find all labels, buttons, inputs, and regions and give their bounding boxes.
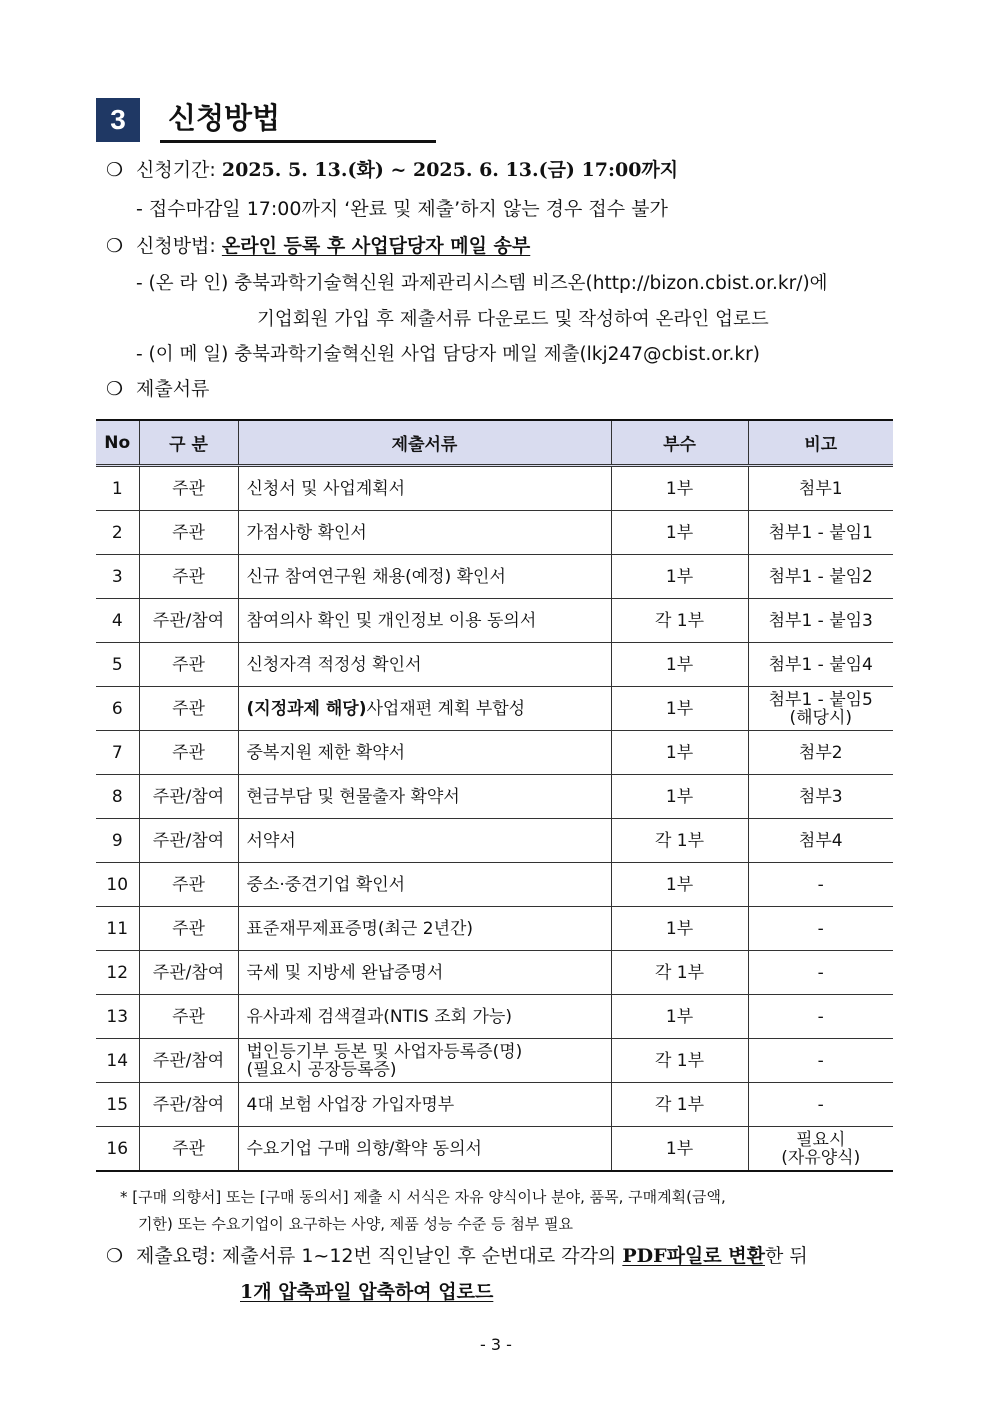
cell-count <box>611 687 748 731</box>
bullet-circle-icon: ❍ <box>106 159 124 181</box>
cell-note <box>748 995 893 1039</box>
table-row <box>96 466 893 511</box>
method-label: 신청방법: <box>136 235 216 257</box>
row-count: 1부 <box>665 874 694 895</box>
row-document: 4대 보험 사업장 가입자명부 <box>246 1094 455 1115</box>
email-line: - (이 메 일) 충북과학기술혁신원 사업 담당자 메일 제출(lkj247@cbist.or.kr) <box>136 344 760 365</box>
table-row <box>96 687 893 731</box>
cell-document <box>238 907 611 951</box>
bullet-circle-icon: ❍ <box>106 378 124 400</box>
cell-count <box>611 995 748 1039</box>
cell-note <box>748 907 893 951</box>
submission-text: 제출서류 1~12번 직인날인 후 순번대로 각각의 <box>221 1245 617 1267</box>
cell-no <box>96 1127 139 1172</box>
table-row <box>96 599 893 643</box>
row-document: 법인등기부 등본 및 사업자등록증(명) <box>246 1041 523 1062</box>
row-type: 주관 <box>172 478 205 499</box>
row-document: 중복지원 제한 확약서 <box>246 742 406 763</box>
row-type: 주관 <box>172 1138 205 1159</box>
online-line-1: - (온 라 인) 충북과학기술혁신원 과제관리시스템 비즈온(http://bizon.cbist.or.kr/)에 <box>136 273 828 294</box>
cell-type <box>139 1127 238 1172</box>
table-row <box>96 643 893 687</box>
header-no: No <box>96 420 139 466</box>
section-underline <box>160 140 436 143</box>
row-count: 각 1부 <box>654 610 705 631</box>
row-count: 1부 <box>665 1138 694 1159</box>
row-count: 1부 <box>665 566 694 587</box>
cell-no <box>96 1039 139 1083</box>
header-note: 비고 <box>748 420 893 466</box>
cell-count <box>611 819 748 863</box>
row-number: 10 <box>106 874 129 895</box>
table-row <box>96 775 893 819</box>
cell-note <box>748 599 893 643</box>
row-count: 각 1부 <box>654 1094 705 1115</box>
cell-no <box>96 466 139 511</box>
cell-type <box>139 466 238 511</box>
cell-count <box>611 907 748 951</box>
cell-document <box>238 466 611 511</box>
cell-note <box>748 511 893 555</box>
table-row <box>96 995 893 1039</box>
row-note: 필요시 <box>796 1129 846 1150</box>
online-line-2: 기업회원 가입 후 제출서류 다운로드 및 작성하여 온라인 업로드 <box>257 309 769 330</box>
period-line <box>106 157 678 183</box>
row-document-sub: (필요시 공장등록증) <box>246 1059 397 1080</box>
bullet-circle-icon: ❍ <box>106 1245 124 1267</box>
row-number: 2 <box>111 522 123 543</box>
table-header-row <box>96 420 893 466</box>
row-type: 주관/참여 <box>152 786 225 807</box>
row-note: - <box>817 1006 824 1027</box>
table-row <box>96 731 893 775</box>
page-number: - 3 - <box>480 1335 512 1354</box>
row-type: 주관 <box>172 566 205 587</box>
row-document: 중소·중견기업 확인서 <box>246 874 406 895</box>
table-row <box>96 1083 893 1127</box>
row-document: 서약서 <box>246 830 296 851</box>
cell-no <box>96 951 139 995</box>
table-row <box>96 951 893 995</box>
row-type: 주관 <box>172 654 205 675</box>
submission-text-2: 한 뒤 <box>764 1245 808 1267</box>
cell-document <box>238 995 611 1039</box>
cell-count <box>611 951 748 995</box>
cell-type <box>139 599 238 643</box>
row-note: 첨부1 - 붙임5 <box>768 689 873 710</box>
cell-document <box>238 1039 611 1083</box>
cell-no <box>96 863 139 907</box>
row-count: 각 1부 <box>654 830 705 851</box>
row-document: 표준재무제표증명(최근 2년간) <box>246 918 474 939</box>
row-number: 11 <box>106 918 129 939</box>
row-note: - <box>817 918 824 939</box>
method-value: 온라인 등록 후 사업담당자 메일 송부 <box>221 235 531 257</box>
cell-type <box>139 907 238 951</box>
row-note: 첨부1 - 붙임2 <box>768 566 873 587</box>
row-type: 주관/참여 <box>152 830 225 851</box>
cell-count <box>611 466 748 511</box>
row-note: 첨부1 - 붙임4 <box>768 654 873 675</box>
cell-no <box>96 995 139 1039</box>
row-number: 16 <box>106 1138 129 1159</box>
cell-document <box>238 687 611 731</box>
cell-no <box>96 819 139 863</box>
cell-type <box>139 1083 238 1127</box>
cell-type <box>139 643 238 687</box>
cell-no <box>96 643 139 687</box>
row-type: 주관 <box>172 522 205 543</box>
cell-document <box>238 1083 611 1127</box>
row-number: 13 <box>106 1006 129 1027</box>
row-count: 각 1부 <box>654 1050 705 1071</box>
cell-note <box>748 687 893 731</box>
row-number: 1 <box>111 478 123 499</box>
row-number: 14 <box>106 1050 129 1071</box>
section-heading <box>96 98 436 142</box>
row-note: 첨부4 <box>798 830 843 851</box>
cell-count <box>611 643 748 687</box>
cell-type <box>139 995 238 1039</box>
cell-note <box>748 1039 893 1083</box>
cell-count <box>611 1039 748 1083</box>
cell-document <box>238 511 611 555</box>
row-note: 첨부3 <box>798 786 843 807</box>
row-count: 1부 <box>665 654 694 675</box>
row-document-prefix: (지정과제 해당) <box>246 698 367 719</box>
cell-document <box>238 819 611 863</box>
row-number: 3 <box>111 566 123 587</box>
table-body <box>96 466 893 1172</box>
row-note: - <box>817 962 824 983</box>
row-number: 6 <box>111 698 123 719</box>
row-note: - <box>817 1094 824 1115</box>
row-type: 주관 <box>172 918 205 939</box>
row-count: 1부 <box>665 742 694 763</box>
table-row <box>96 907 893 951</box>
table-row <box>96 863 893 907</box>
row-note: 첨부1 - 붙임3 <box>768 610 873 631</box>
cell-no <box>96 775 139 819</box>
cell-document <box>238 775 611 819</box>
cell-note <box>748 951 893 995</box>
cell-type <box>139 555 238 599</box>
cell-type <box>139 1039 238 1083</box>
cell-note <box>748 555 893 599</box>
table-row <box>96 511 893 555</box>
row-document: 가점사항 확인서 <box>246 522 367 543</box>
cell-no <box>96 907 139 951</box>
cell-note <box>748 1127 893 1172</box>
row-document: 신규 참여연구원 채용(예정) 확인서 <box>246 566 506 587</box>
cell-type <box>139 951 238 995</box>
cell-type <box>139 775 238 819</box>
table-row <box>96 1039 893 1083</box>
row-count: 1부 <box>665 522 694 543</box>
cell-document <box>238 643 611 687</box>
submission-line <box>106 1243 808 1269</box>
method-line <box>106 233 530 259</box>
period-label: 신청기간: <box>136 159 216 181</box>
cell-count <box>611 863 748 907</box>
row-type: 주관 <box>172 742 205 763</box>
cell-document <box>238 731 611 775</box>
row-document: 신청서 및 사업계획서 <box>246 478 406 499</box>
cell-count <box>611 1083 748 1127</box>
row-document: 유사과제 검색결과(NTIS 조회 가능) <box>246 1006 512 1027</box>
submission-documents-table <box>96 419 893 1172</box>
row-type: 주관 <box>172 698 205 719</box>
row-count: 1부 <box>665 918 694 939</box>
cell-count <box>611 599 748 643</box>
cell-note <box>748 819 893 863</box>
row-count: 각 1부 <box>654 962 705 983</box>
cell-no <box>96 511 139 555</box>
row-note: 첨부1 - 붙임1 <box>768 522 873 543</box>
footnote <box>120 1184 896 1238</box>
row-document: 현금부담 및 현물출자 확약서 <box>246 786 460 807</box>
row-document: 사업재편 계획 부합성 <box>366 698 526 719</box>
cell-document <box>238 1127 611 1172</box>
cell-type <box>139 819 238 863</box>
bullet-circle-icon: ❍ <box>106 235 124 257</box>
cell-document <box>238 951 611 995</box>
cell-document <box>238 555 611 599</box>
row-count: 1부 <box>665 478 694 499</box>
cell-type <box>139 511 238 555</box>
submission-label: 제출요령: <box>136 1245 216 1267</box>
row-type: 주관/참여 <box>152 962 225 983</box>
row-type: 주관/참여 <box>152 610 225 631</box>
cell-note <box>748 863 893 907</box>
row-number: 4 <box>111 610 123 631</box>
cell-count <box>611 1127 748 1172</box>
cell-type <box>139 687 238 731</box>
table-row <box>96 819 893 863</box>
row-number: 7 <box>111 742 123 763</box>
row-type: 주관 <box>172 874 205 895</box>
row-document: 신청자격 적정성 확인서 <box>246 654 422 675</box>
row-type: 주관 <box>172 1006 205 1027</box>
cell-note <box>748 1083 893 1127</box>
submission-upload: 1개 압축파일 압축하여 업로드 <box>240 1281 494 1303</box>
row-document: 참여의사 확인 및 개인정보 이용 동의서 <box>246 610 537 631</box>
row-document: 수요기업 구매 의향/확약 동의서 <box>246 1138 482 1159</box>
row-type: 주관/참여 <box>152 1050 225 1071</box>
row-note-sub: (해당시) <box>789 707 853 728</box>
header-document: 제출서류 <box>238 420 611 466</box>
period-note: - 접수마감일 17:00까지 ‘완료 및 제출’하지 않는 경우 접수 불가 <box>136 198 668 220</box>
submission-pdf: PDF파일로 변환 <box>622 1245 765 1267</box>
row-note: - <box>817 874 824 895</box>
period-value: 2025. 5. 13.(화) ~ 2025. 6. 13.(금) 17:00까지 <box>221 159 679 181</box>
cell-document <box>238 863 611 907</box>
cell-count <box>611 775 748 819</box>
footnote-line-2: 기한) 또는 수요기업이 요구하는 사양, 제품 성능 수준 등 첨부 필요 <box>138 1215 574 1233</box>
cell-document <box>238 599 611 643</box>
cell-type <box>139 863 238 907</box>
row-number: 5 <box>111 654 123 675</box>
cell-note <box>748 466 893 511</box>
row-number: 8 <box>111 786 123 807</box>
cell-no <box>96 731 139 775</box>
cell-type <box>139 731 238 775</box>
row-note: 첨부2 <box>798 742 843 763</box>
cell-note <box>748 731 893 775</box>
footnote-line-1: * [구매 의향서] 또는 [구매 동의서] 제출 시 서식은 자유 양식이나 분야, 품목, 구매계획(금액, <box>120 1188 726 1206</box>
table-row <box>96 555 893 599</box>
row-type: 주관/참여 <box>152 1094 225 1115</box>
header-count: 부수 <box>611 420 748 466</box>
section-title: 신청방법 <box>168 101 281 135</box>
cell-no <box>96 1083 139 1127</box>
row-document: 국세 및 지방세 완납증명서 <box>246 962 444 983</box>
cell-count <box>611 555 748 599</box>
cell-count <box>611 511 748 555</box>
cell-no <box>96 555 139 599</box>
row-note-sub: (자유양식) <box>781 1147 861 1168</box>
cell-count <box>611 731 748 775</box>
section-number: 3 <box>96 98 140 142</box>
row-count: 1부 <box>665 1006 694 1027</box>
row-count: 1부 <box>665 786 694 807</box>
row-number: 15 <box>106 1094 129 1115</box>
row-count: 1부 <box>665 698 694 719</box>
row-number: 12 <box>106 962 129 983</box>
cell-no <box>96 599 139 643</box>
cell-note <box>748 775 893 819</box>
row-number: 9 <box>111 830 123 851</box>
cell-no <box>96 687 139 731</box>
cell-note <box>748 643 893 687</box>
docs-line <box>106 376 209 402</box>
row-note: 첨부1 <box>798 478 843 499</box>
header-type: 구 분 <box>139 420 238 466</box>
table-row <box>96 1127 893 1172</box>
docs-label: 제출서류 <box>136 378 210 400</box>
row-note: - <box>817 1050 824 1071</box>
